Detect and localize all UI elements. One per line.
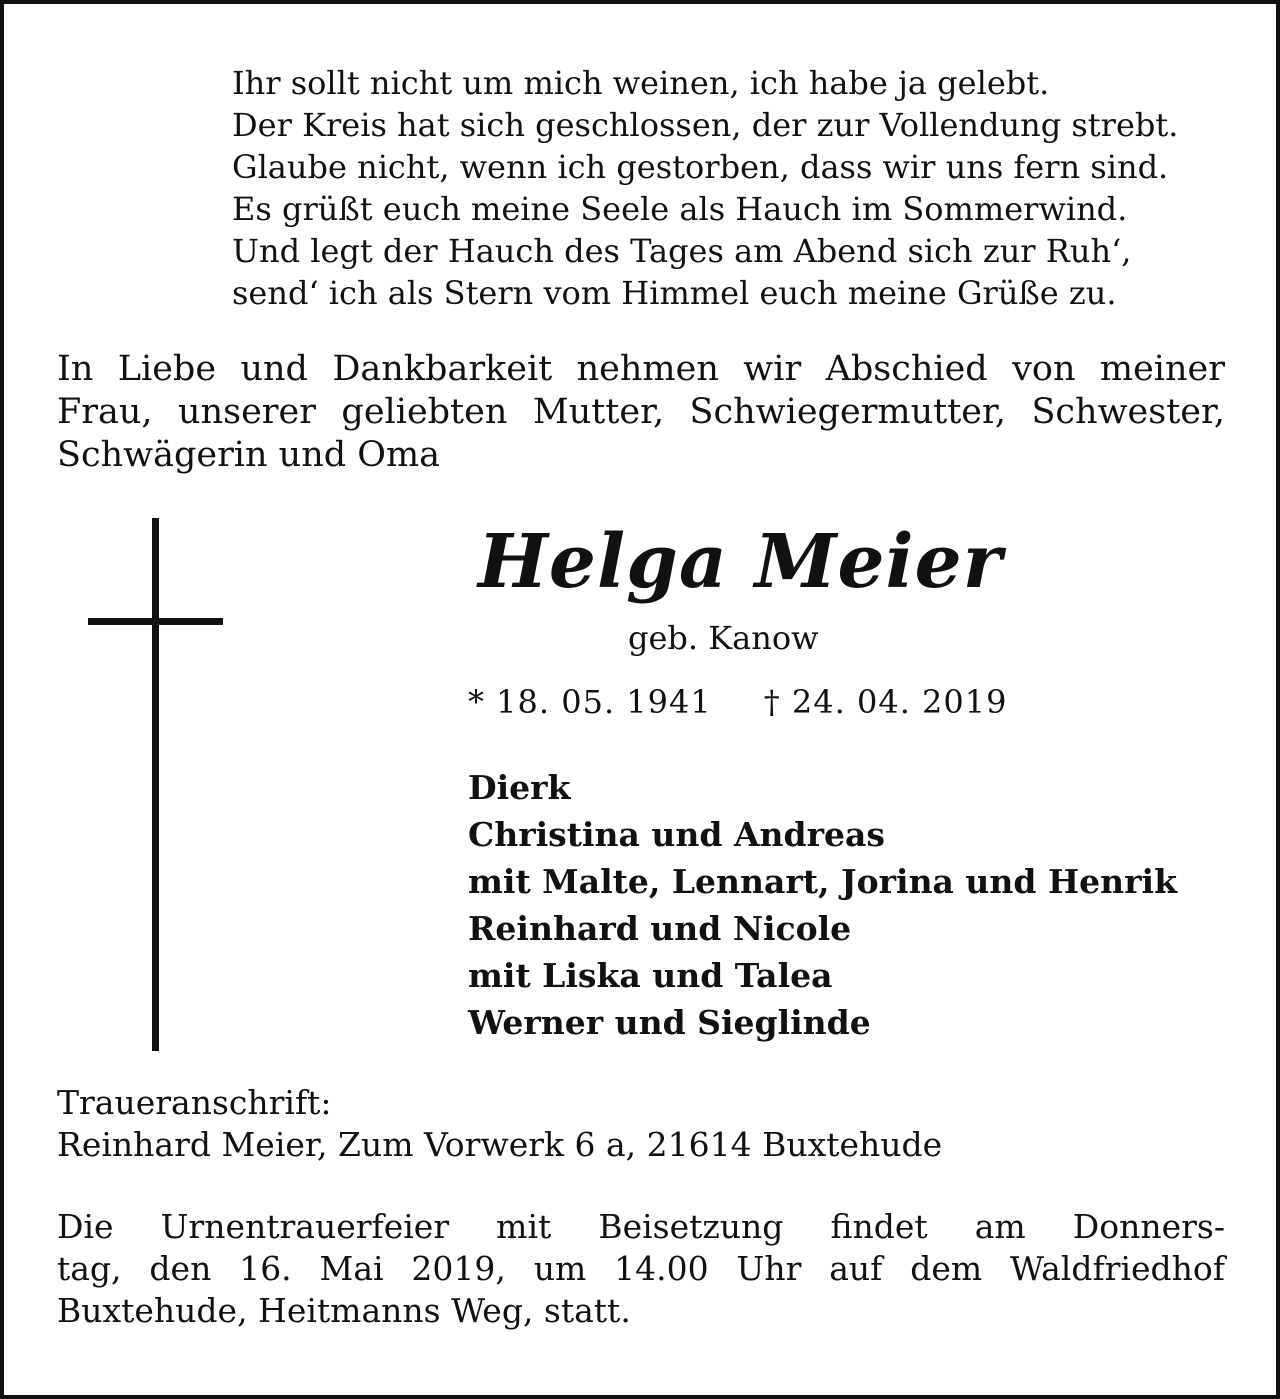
mourner-line: mit Malte, Lennart, Jorina und Henrik bbox=[468, 862, 1177, 901]
poem-line: Es grüßt euch meine Seele als Hauch im Sommerwind. bbox=[232, 190, 1128, 228]
cross-icon-bar bbox=[88, 618, 223, 625]
poem-line: Der Kreis hat sich geschlossen, der zur Vollendung strebt. bbox=[232, 106, 1179, 144]
mourner-line: Dierk bbox=[468, 768, 571, 807]
farewell-intro: In Liebe und Dankbarkeit nehmen wir Abschied von meiner Frau, unserer geliebten Mutter, Schwiegermutter, Schwester, Schwägerin und Oma bbox=[57, 349, 1225, 475]
mourners-list bbox=[468, 764, 1177, 1046]
poem-line: send‘ ich als Stern vom Himmel euch meine Grüße zu. bbox=[232, 274, 1117, 312]
mourner-line: Reinhard und Nicole bbox=[468, 909, 852, 948]
maiden-name: geb. Kanow bbox=[628, 619, 819, 657]
mourning-address bbox=[57, 1082, 942, 1166]
poem-line: Glaube nicht, wenn ich gestorben, dass wir uns fern sind. bbox=[232, 148, 1169, 186]
mourner-line: Christina und Andreas bbox=[468, 815, 885, 854]
ceremony-line: tag, den 16. Mai 2019, um 14.00 Uhr auf dem Waldfriedhof bbox=[57, 1249, 1225, 1288]
ceremony-notice bbox=[57, 1206, 1225, 1332]
address-value: Reinhard Meier, Zum Vorwerk 6 a, 21614 Buxtehude bbox=[57, 1125, 943, 1164]
address-label: Traueranschrift: bbox=[57, 1083, 332, 1122]
cross-icon bbox=[152, 518, 159, 1051]
mourner-line: Werner und Sieglinde bbox=[468, 1003, 871, 1042]
deceased-name: Helga Meier bbox=[478, 519, 1003, 605]
poem-line: Und legt der Hauch des Tages am Abend sich zur Ruh‘, bbox=[232, 232, 1132, 270]
birth-date: * 18. 05. 1941 bbox=[468, 683, 712, 721]
poem-line: Ihr sollt nicht um mich weinen, ich habe ja gelebt. bbox=[232, 64, 1050, 102]
ceremony-line: Buxtehude, Heitmanns Weg, statt. bbox=[57, 1291, 631, 1330]
mourner-line: mit Liska und Talea bbox=[468, 956, 833, 995]
death-date: † 24. 04. 2019 bbox=[763, 683, 1008, 721]
poem bbox=[232, 62, 1242, 314]
life-dates bbox=[468, 682, 1007, 722]
ceremony-line: Die Urnentrauerfeier mit Beisetzung findet am Donners- bbox=[57, 1207, 1225, 1246]
